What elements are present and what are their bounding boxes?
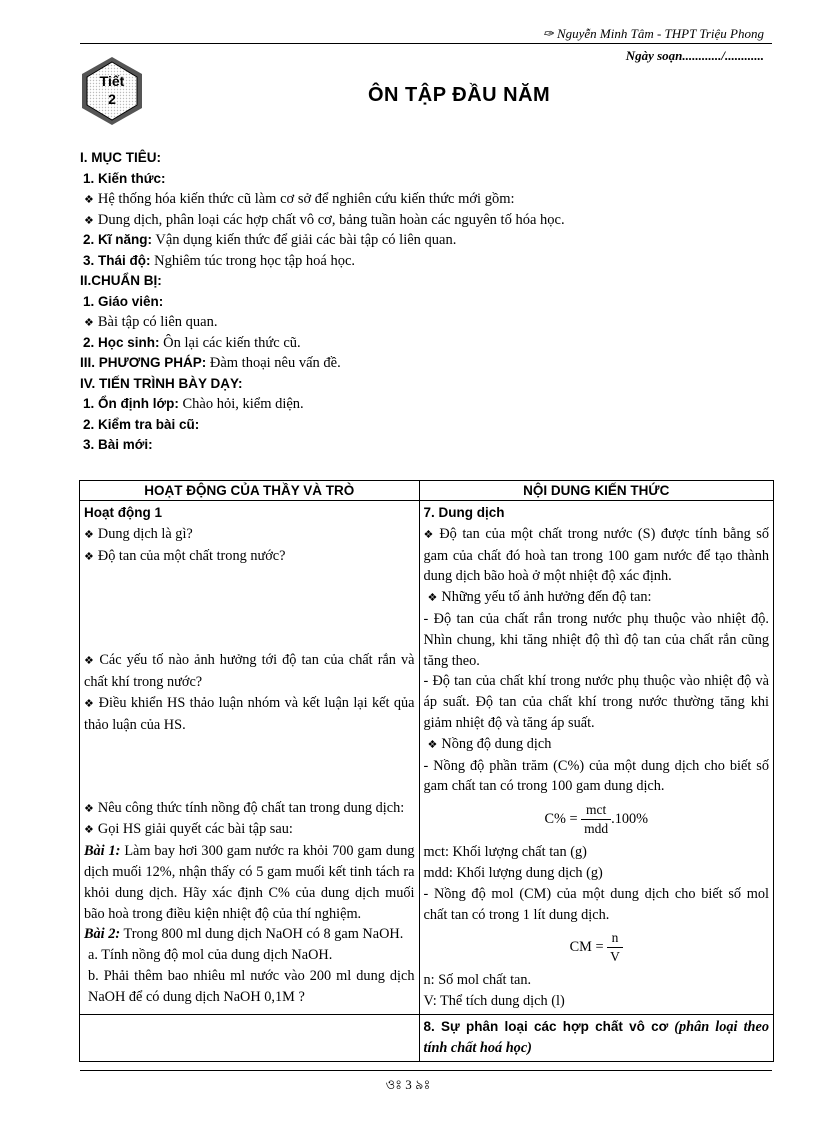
header-author: ✑ Nguyễn Minh Tâm - THPT Triệu Phong xyxy=(542,26,764,41)
diamond-bullet-icon: ❖ xyxy=(84,528,94,541)
definition-v: V: Thể tích dung dịch (l) xyxy=(423,993,565,1010)
content-paragraph: ❖ Những yếu tố ảnh hưởng đến độ tan: xyxy=(427,589,652,606)
subsection-class-setup: 1. Ổn định lớp: Chào hỏi, kiểm diện. xyxy=(83,396,304,412)
content-paragraph: - Độ tan của chất rắn trong nước phụ thuộc vào nhiệt độ. Nhìn chung, khi tăng nhiệt độ thì độ tan của chất rắn cũng tăng theo. xyxy=(423,610,769,669)
content-heading-7: 7. Dung dịch xyxy=(423,505,505,520)
diamond-bullet-icon: ❖ xyxy=(427,738,438,751)
knowledge-item-2: ❖ Dung dịch, phân loại các hợp chất vô cơ, bảng tuần hoàn các nguyên tố hóa học. xyxy=(84,211,565,228)
activity-question: ❖ Dung dịch là gì? xyxy=(84,525,193,542)
formula-molarity: CM = $\frac{n}{V}$ xyxy=(424,929,770,966)
exercise-1: Bài 1: Làm bay hơi 300 gam nước ra khỏi 700 gam dung dịch muối 12%, nhận thấy có 5 gam muối kết tinh tách ra khỏi dung dịch. Hãy xác định C% của dung dịch muối bão hoà trong điều kiện nhiệt độ của thí nghiệm. xyxy=(84,843,415,922)
header-date: Ngày soạn............/............ xyxy=(625,48,764,63)
definition-mct: mct: Khối lượng chất tan (g) xyxy=(423,844,587,861)
subsection-attitude: 3. Thái độ: Nghiêm túc trong học tập hoá học. xyxy=(83,252,356,269)
activity-question: ❖ Điều khiển HS thảo luận nhóm và kết luận lại kết qủa thảo luận của HS. xyxy=(84,694,415,733)
subsection-skills: 2. Kĩ năng: Vận dụng kiến thức để giải các bài tập có liên quan. xyxy=(83,232,457,248)
diamond-bullet-icon: ❖ xyxy=(84,194,94,206)
activities-cell xyxy=(80,501,420,1015)
lesson-outline xyxy=(80,148,780,456)
diamond-bullet-icon: ❖ xyxy=(84,824,94,837)
diamond-bullet-icon: ❖ xyxy=(84,214,94,227)
diamond-bullet-icon: ❖ xyxy=(84,697,95,710)
header-rule xyxy=(80,43,772,44)
definition-n: n: Số mol chất tan. xyxy=(423,972,532,989)
teacher-item-1: ❖ Bài tập có liên quan. xyxy=(84,314,218,330)
activity-title: Hoạt động 1 xyxy=(84,505,162,520)
page-title: ÔN TẬP ĐẦU NĂM xyxy=(368,84,551,106)
formula-mass-percent: C% = $\frac{\text{mct}}{\text{mdd}}$ .100% xyxy=(544,802,649,837)
content-paragraph: - Nồng độ phần trăm (C%) của một dung dịch cho biết số gam chất tan có trong 100 gam dung dịch. xyxy=(423,757,769,795)
subsection-student: 2. Học sinh: Ôn lại các kiến thức cũ. xyxy=(83,334,301,351)
section-method: III. PHƯƠNG PHÁP: Đàm thoại nêu vấn đề. xyxy=(80,355,341,371)
lesson-badge xyxy=(80,72,144,108)
footer-rule xyxy=(80,1070,772,1071)
lesson-table xyxy=(79,480,774,1062)
section-preparation: II.CHUẨN BỊ: xyxy=(80,273,162,288)
content-cell-section-8 xyxy=(419,1014,774,1061)
table-header-row xyxy=(80,481,774,501)
table-row xyxy=(80,501,774,1015)
page-number: ওঃ 3 ৯ঃ xyxy=(385,1077,431,1092)
exercise-2b: b. Phải thêm bao nhiêu ml nước vào 200 ml dung dịch NaOH để có dung dịch NaOH 0,1M ? xyxy=(88,967,415,1005)
diamond-bullet-icon: ❖ xyxy=(427,592,438,605)
content-paragraph: ❖ Nồng độ dung dịch xyxy=(427,735,552,752)
exercise-2a: a. Tính nồng độ mol của dung dịch NaOH. xyxy=(88,947,333,964)
content-cell xyxy=(419,501,774,1015)
section-procedure: IV. TIẾN TRÌNH BÀY DẠY: xyxy=(80,375,243,391)
content-paragraph: - Nồng độ mol (CM) của một dung dịch cho biết số mol chất tan có trong 1 lít dung dịch. xyxy=(423,885,769,923)
content-heading-8: 8. Sự phân loại các hợp chất vô cơ (phân loại theo tính chất hoá học) xyxy=(423,1018,769,1056)
activity-question: ❖ Các yếu tố nào ảnh hưởng tới độ tan của chất rắn và chất khí trong nước? xyxy=(84,652,415,691)
col-header-content: NỘI DUNG KIẾN THỨC xyxy=(419,481,774,501)
diamond-bullet-icon: ❖ xyxy=(423,528,436,541)
section-objectives: I. MỤC TIÊU: xyxy=(80,150,161,165)
definition-mdd: mdd: Khối lượng dung dịch (g) xyxy=(423,864,603,881)
exercise-2: Bài 2: Trong 800 ml dung dịch NaOH có 8 gam NaOH. xyxy=(84,926,404,943)
subsection-teacher: 1. Giáo viên: xyxy=(83,293,164,309)
activity-question: ❖ Gọi HS giải quyết các bài tập sau: xyxy=(84,821,293,838)
diamond-bullet-icon: ❖ xyxy=(84,655,96,668)
subsection-knowledge: 1. Kiến thức: xyxy=(83,170,166,186)
content-paragraph: ❖ Độ tan của một chất trong nước (S) được tính bằng số gam của chất đó hoà tan trong 100 gam nước để tạo thành dung dịch bão hoà ở một nhiệt độ xác định. xyxy=(423,525,769,585)
diamond-bullet-icon: ❖ xyxy=(84,802,94,815)
activity-question: ❖ Độ tan của một chất trong nước? xyxy=(84,547,286,564)
activity-question: ❖ Nêu công thức tính nồng độ chất tan trong dung dịch: xyxy=(84,799,405,816)
activities-cell-empty xyxy=(80,1014,420,1061)
subsection-review: 2. Kiểm tra bài cũ: xyxy=(83,416,200,432)
table-row xyxy=(80,1014,774,1061)
knowledge-item-1: ❖ Hệ thống hóa kiến thức cũ làm cơ sở để nghiên cứu kiến thức mới gồm: xyxy=(84,191,515,207)
lesson-badge-label: Tiết xyxy=(99,73,125,89)
content-paragraph: - Độ tan của chất khí trong nước phụ thuộc vào nhiệt độ và áp suất. Độ tan của chất khí trong nước thường tăng khi giảm nhiệt độ và tăng áp suất. xyxy=(423,673,769,731)
subsection-new-lesson: 3. Bài mới: xyxy=(83,437,153,452)
lesson-badge-number: 2 xyxy=(108,91,116,107)
col-header-activities: HOẠT ĐỘNG CỦA THẦY VÀ TRÒ xyxy=(80,481,420,501)
diamond-bullet-icon: ❖ xyxy=(84,550,94,563)
diamond-bullet-icon: ❖ xyxy=(84,317,94,329)
